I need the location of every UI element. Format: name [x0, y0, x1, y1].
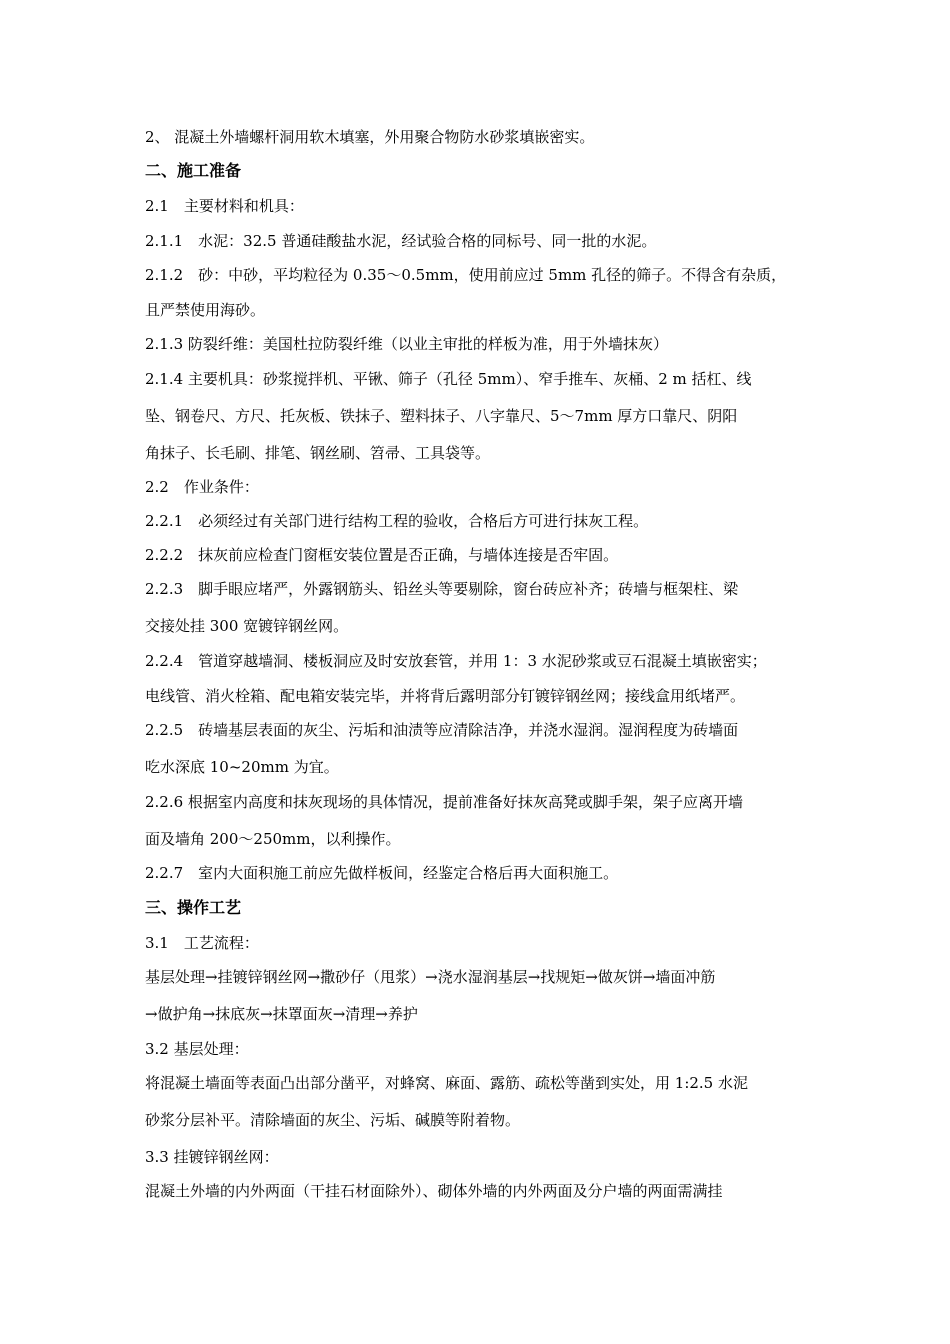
- paragraph-line: 2.1.3 防裂纤维：美国杜拉防裂纤维（以业主审批的样板为准，用于外墙抹灰）: [145, 335, 668, 353]
- paragraph-line: 交接处挂 300 宽镀锌钢丝网。: [145, 617, 349, 635]
- paragraph-line: 3.1 工艺流程：: [145, 934, 259, 952]
- paragraph-line: 2.1 主要材料和机具：: [145, 197, 304, 215]
- paragraph-line: 坠、钢卷尺、方尺、托灰板、铁抹子、塑料抹子、八字靠尺、5～7mm 厚方口靠尺、阴阳: [145, 407, 738, 425]
- paragraph-line: 角抹子、长毛刷、排笔、钢丝刷、笤帚、工具袋等。: [145, 444, 491, 462]
- paragraph-line: 2.2.7 室内大面积施工前应先做样板间，经鉴定合格后再大面积施工。: [145, 864, 619, 882]
- paragraph-line: 且严禁使用海砂。: [145, 301, 266, 319]
- paragraph-line: 3.3 挂镀锌钢丝网：: [145, 1148, 279, 1166]
- paragraph-line: 2.2.2 抹灰前应检查门窗框安装位置是否正确，与墙体连接是否牢固。: [145, 546, 619, 564]
- section-heading: 二、施工准备: [145, 161, 242, 180]
- paragraph-line: 2.2.5 砖墙基层表面的灰尘、污垢和油渍等应清除洁净，并浇水湿润。湿润程度为砖墙面: [145, 721, 739, 739]
- paragraph-line: 2.1.4 主要机具：砂浆搅拌机、平锹、筛子（孔径 5mm）、窄手推车、灰桶、2 m 括杠、线: [145, 370, 752, 388]
- paragraph-line: 2.1.2 砂：中砂，平均粒径为 0.35～0.5mm，使用前应过 5mm 孔径的筛子。不得含有杂质，: [145, 266, 787, 284]
- paragraph-line: 基层处理→挂镀锌钢丝网→撒砂仔（甩浆）→浇水湿润基层→找规矩→做灰饼→墙面冲筋: [145, 968, 716, 986]
- paragraph-line: 2.1.1 水泥：32.5 普通硅酸盐水泥，经试验合格的同标号、同一批的水泥。: [145, 232, 657, 250]
- paragraph-line: →做护角→抹底灰→抹罩面灰→清理→养护: [145, 1005, 418, 1023]
- paragraph-line: 砂浆分层补平。清除墙面的灰尘、污垢、碱膜等附着物。: [145, 1111, 521, 1129]
- paragraph-line: 将混凝土墙面等表面凸出部分凿平，对蜂窝、麻面、露筋、疏松等凿到实处，用 1:2.5 水泥: [145, 1074, 748, 1092]
- paragraph-line: 2.2.3 脚手眼应堵严，外露钢筋头、铅丝头等要剔除，窗台砖应补齐；砖墙与框架柱、梁: [145, 580, 739, 598]
- paragraph-line: 2.2.1 必须经过有关部门进行结构工程的验收，合格后方可进行抹灰工程。: [145, 512, 649, 530]
- paragraph-line: 3.2 基层处理：: [145, 1040, 249, 1058]
- paragraph-line: 2.2.6 根据室内高度和抹灰现场的具体情况，提前准备好抹灰高凳或脚手架，架子应离开墙: [145, 793, 743, 811]
- paragraph-line: 2、 混凝土外墙螺杆洞用软木填塞，外用聚合物防水砂浆填嵌密实。: [145, 128, 595, 146]
- section-heading: 三、操作工艺: [145, 898, 242, 917]
- paragraph-line: 面及墙角 200～250mm，以利操作。: [145, 830, 401, 848]
- paragraph-line: 吃水深底 10~20mm 为宜。: [145, 758, 339, 776]
- paragraph-line: 2.2.4 管道穿越墙洞、楼板洞应及时安放套管，并用 1：3 水泥砂浆或豆石混凝土填嵌密实；: [145, 652, 767, 670]
- paragraph-line: 电线管、消火栓箱、配电箱安装完毕，并将背后露明部分钉镀锌钢丝网；接线盒用纸堵严。: [145, 687, 746, 705]
- paragraph-line: 2.2 作业条件：: [145, 478, 259, 496]
- paragraph-line: 混凝土外墙的内外两面（干挂石材面除外）、砌体外墙的内外两面及分户墙的两面需满挂: [145, 1182, 723, 1200]
